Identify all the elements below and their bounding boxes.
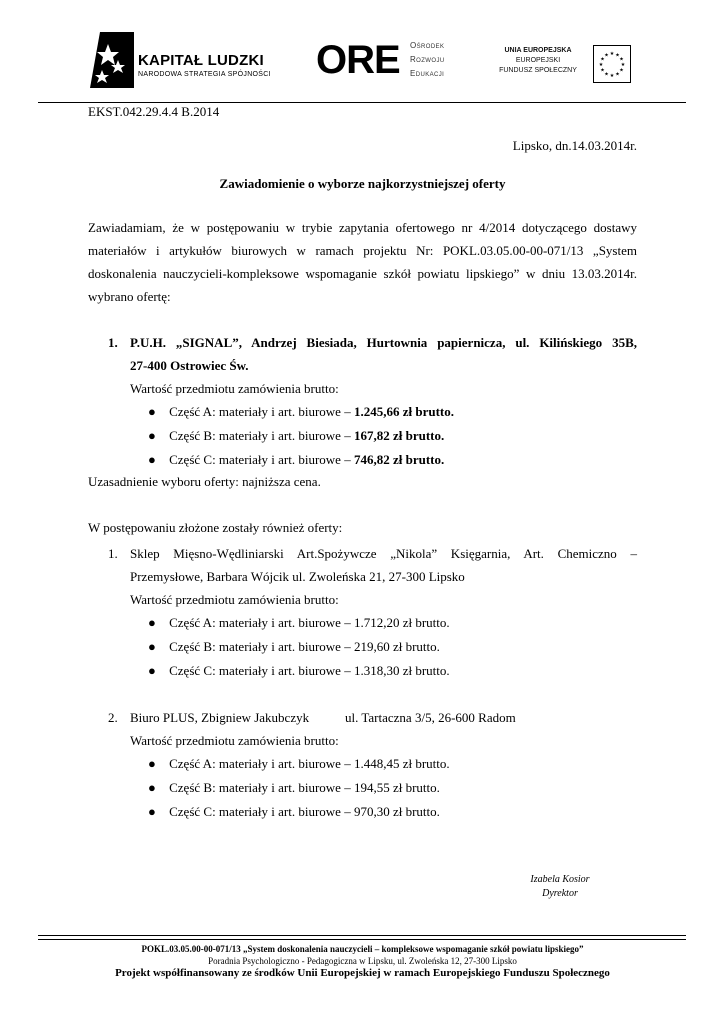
ore-line-3: Edukacji	[410, 69, 445, 78]
winner-part-a	[148, 400, 454, 423]
eu-star-icon: ★	[609, 74, 615, 79]
winner-name-line-1: P.U.H. „SIGNAL”, Andrzej Biesiada, Hurtownia papiernicza, ul. Kilińskiego 35B,	[130, 335, 637, 350]
winner-part-a-amount: 1.245,66 zł brutto.	[353, 404, 454, 419]
bullet-icon: ●	[148, 452, 156, 467]
other2-part-b-text: Część B: materiały i art. biurowe – 194,55 zł brutto.	[169, 780, 440, 795]
other1-line-2: Przemysłowe, Barbara Wójcik ul. Zwoleńska 21, 27-300 Lipsko	[130, 569, 465, 584]
winner-part-b	[148, 424, 444, 447]
eu-text	[488, 46, 588, 76]
eu-star-icon: ★	[609, 52, 615, 57]
intro-line-4: wybrano ofertę:	[88, 289, 171, 304]
other2-name: Biuro PLUS, Zbigniew Jakubczyk	[130, 710, 310, 725]
other1-part-b	[148, 635, 440, 658]
winner-value-label: Wartość przedmiotu zamówienia brutto:	[130, 381, 339, 396]
eu-flag-icon	[593, 45, 631, 83]
document-title: Zawiadomienie o wyborze najkorzystniejszej oferty	[219, 176, 506, 191]
bullet-icon: ●	[148, 663, 156, 678]
other2-part-c-text: Część C: materiały i art. biurowe – 970,30 zł brutto.	[169, 804, 440, 819]
other1-part-c	[148, 659, 450, 682]
other1-part-c-text: Część C: materiały i art. biurowe – 1.318,30 zł brutto.	[169, 663, 450, 678]
other1-part-b-text: Część B: materiały i art. biurowe – 219,60 zł brutto.	[169, 639, 440, 654]
other2-address: ul. Tartaczna 3/5, 26-600 Radom	[345, 710, 516, 725]
bullet-icon: ●	[148, 756, 156, 771]
intro-line-3: doskonalenia nauczycieli-kompleksowe wspomaganie szkół powiatu lipskiego” w dniu 13.03.2014r.	[88, 266, 637, 281]
ore-logo-letters: ORE	[316, 38, 400, 82]
footer-line-3: Projekt współfinansowany ze środków Unii Europejskiej w ramach Europejskiego Funduszu Społecznego	[115, 967, 610, 979]
other2-part-c	[148, 800, 440, 823]
other2-part-a-text: Część A: materiały i art. biurowe – 1.448,45 zł brutto.	[169, 756, 450, 771]
winner-name-line-2: 27-400 Ostrowiec Św.	[130, 358, 249, 373]
eu-star-icon: ★	[619, 68, 624, 74]
winner-part-c-amount: 746,82 zł brutto.	[353, 452, 445, 467]
other2-part-b	[148, 776, 440, 799]
signature-role: Dyrektor	[542, 888, 578, 899]
justification: Uzasadnienie wyboru oferty: najniższa cena.	[88, 474, 321, 489]
bullet-icon: ●	[148, 428, 156, 443]
footer-divider-bottom	[38, 939, 686, 940]
kapital-ludzki-title: KAPITAŁ LUDZKI	[138, 52, 264, 69]
signature-block	[510, 873, 610, 901]
bullet-icon: ●	[148, 404, 156, 419]
ore-line-1: Ośrodek	[410, 41, 445, 50]
eu-line-1: UNIA EUROPEJSKA	[504, 47, 572, 54]
winner-part-c	[148, 448, 444, 471]
eu-star-icon: ★	[600, 57, 605, 63]
eu-line-3: FUNDUSZ SPOŁECZNY	[499, 67, 577, 74]
other2-number: 2.	[108, 710, 118, 725]
footer-line-2: Poradnia Psychologiczno - Pedagogiczna w Lipsku, ul. Zwoleńska 12, 27-300 Lipsko	[208, 956, 517, 966]
place-date: Lipsko, dn.14.03.2014r.	[512, 138, 637, 153]
bullet-icon: ●	[148, 639, 156, 654]
other2-part-a	[148, 752, 450, 775]
winner-part-b-label: Część B: materiały i art. biurowe –	[169, 428, 354, 443]
intro-line-2: materiałów i artykułów biurowych w ramach projektu Nr: POKL.03.05.00-00-071/13 „System	[88, 243, 637, 258]
eu-star-icon: ★	[600, 68, 605, 74]
signature-name: Izabela Kosior	[530, 874, 590, 885]
other1-number: 1.	[108, 546, 118, 561]
bullet-icon: ●	[148, 780, 156, 795]
eu-star-icon: ★	[615, 53, 620, 59]
ore-line-2: Rozwoju	[410, 55, 445, 64]
eu-star-icon: ★	[615, 72, 620, 78]
other1-value-label: Wartość przedmiotu zamówienia brutto:	[130, 592, 339, 607]
others-intro: W postępowaniu złożone zostały również oferty:	[88, 520, 343, 535]
other1-line-1: Sklep Mięsno-Wędliniarski Art.Spożywcze „Nikola” Księgarnia, Art. Chemiczno –	[130, 546, 637, 561]
eu-star-icon: ★	[620, 63, 626, 68]
kapital-ludzki-subtitle: NARODOWA STRATEGIA SPÓJNOŚCI	[138, 71, 271, 78]
other2-value-label: Wartość przedmiotu zamówienia brutto:	[130, 733, 339, 748]
bullet-icon: ●	[148, 804, 156, 819]
eu-star-icon: ★	[604, 53, 609, 59]
kapital-ludzki-emblem-icon	[88, 30, 136, 92]
footer-line-1: POKL.03.05.00-00-071/13 „System doskonalenia nauczycieli – kompleksowe wspomaganie szkół powiatu lipskiego”	[141, 944, 584, 954]
eu-star-icon: ★	[598, 63, 604, 68]
eu-star-icon: ★	[604, 72, 609, 78]
document-reference: EKST.042.29.4.4 B.2014	[88, 104, 220, 119]
eu-star-icon: ★	[619, 57, 624, 63]
winner-number: 1.	[108, 335, 118, 350]
other1-part-a-text: Część A: materiały i art. biurowe – 1.712,20 zł brutto.	[169, 615, 450, 630]
winner-part-c-label: Część C: materiały i art. biurowe –	[169, 452, 354, 467]
footer-divider-top	[38, 935, 686, 936]
intro-line-1: Zawiadamiam, że w postępowaniu w trybie zapytania ofertowego nr 4/2014 dotyczącego dostawy	[88, 220, 637, 235]
other1-part-a	[148, 611, 450, 634]
bullet-icon: ●	[148, 615, 156, 630]
eu-line-2: EUROPEJSKI	[515, 57, 561, 64]
winner-part-a-label: Część A: materiały i art. biurowe –	[169, 404, 354, 419]
winner-part-b-amount: 167,82 zł brutto.	[353, 428, 445, 443]
